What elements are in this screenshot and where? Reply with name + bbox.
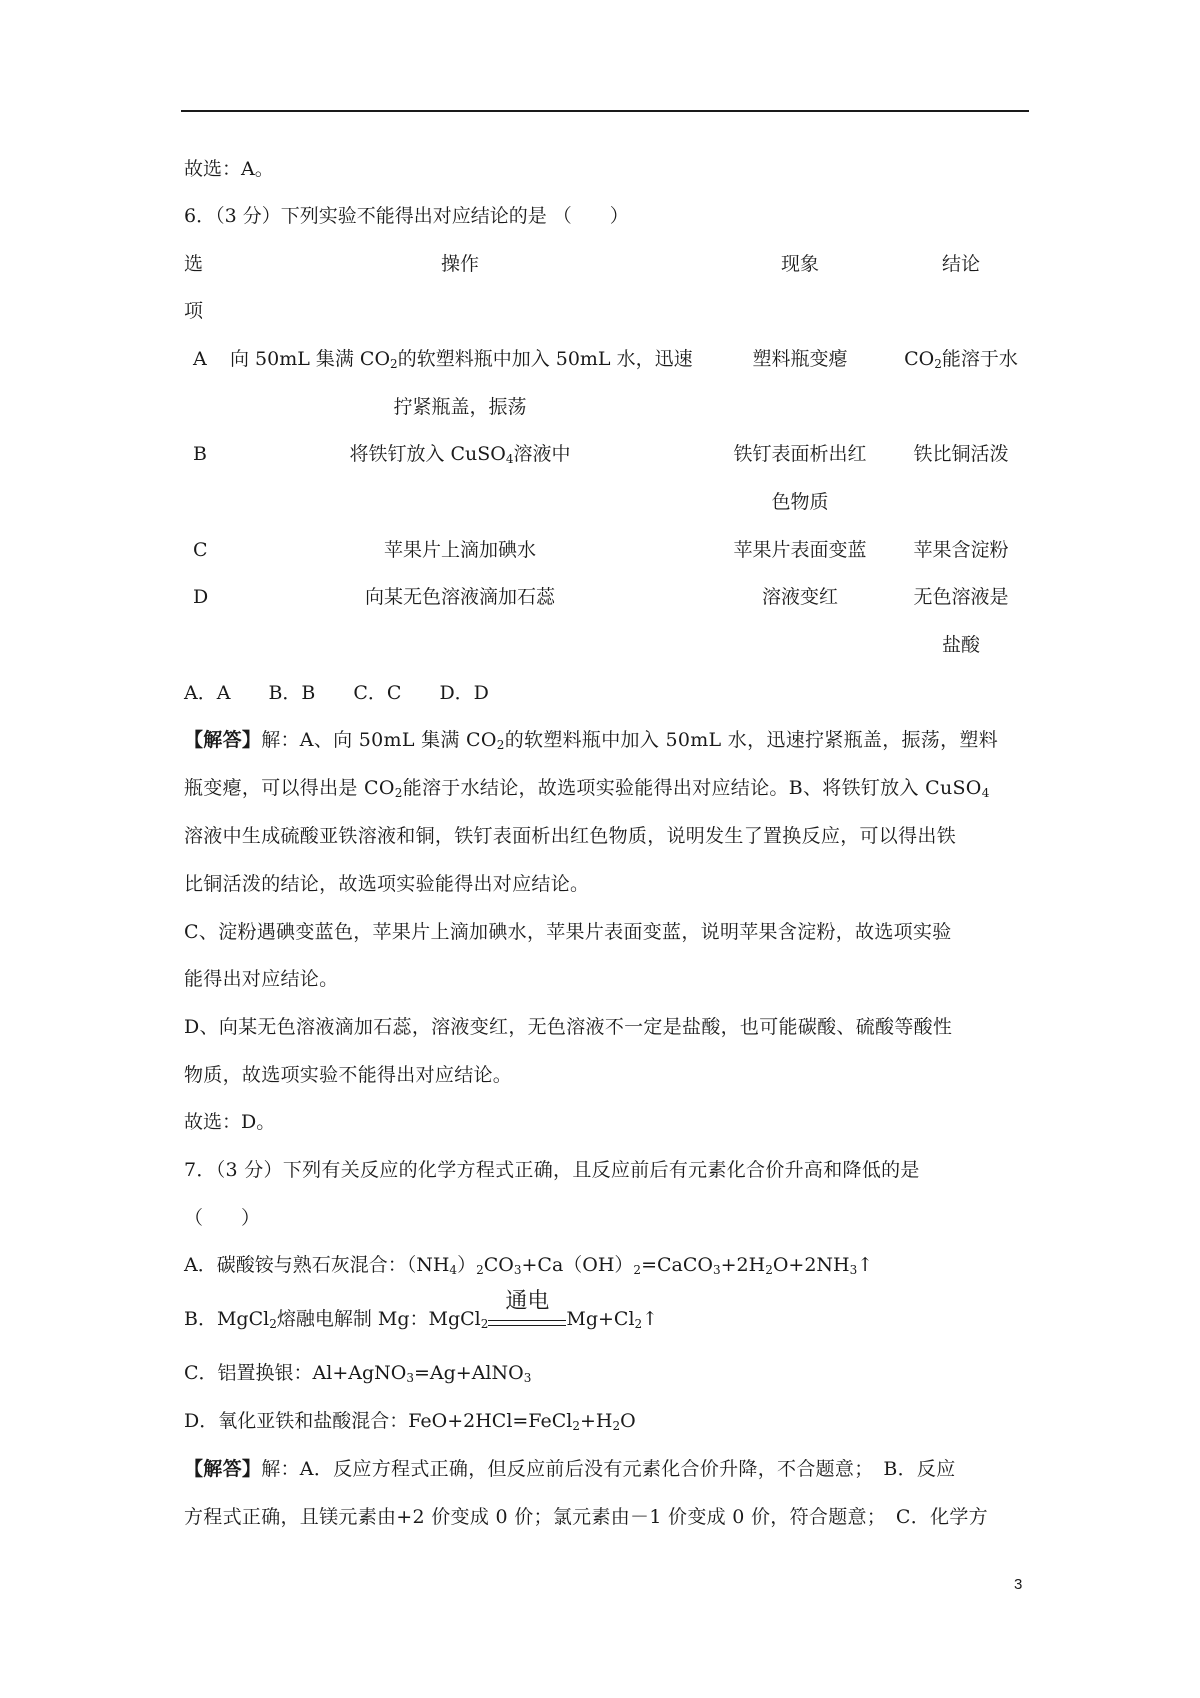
- q7-stem: 7．（3 分）下列有关反应的化学方程式正确，且反应前后有元素化合价升高和降低的是: [184, 1159, 920, 1181]
- row-c-conclusion: 苹果含淀粉: [913, 539, 1009, 561]
- row-a-conclusion: $CO_2$能溶于水: [904, 348, 1018, 371]
- row-d-conclusion-2: 盐酸: [941, 634, 980, 656]
- q6-answer-line-2: 瓶变瘪，可以得出是 $CO_2$能溶于水结论，故选项实验能得出对应结论。B、将铁钉放入 CuSO$_4$: [184, 777, 990, 800]
- q6-answer-line-8: 物质，故选项实验不能得出对应结论。: [184, 1064, 513, 1086]
- row-b-phenomenon-2: 色物质: [771, 491, 829, 513]
- row-d-id: D: [193, 586, 209, 608]
- th-option-2: 项: [184, 300, 204, 322]
- th-option-1: 选: [184, 253, 204, 275]
- q6-answer-line-1: 【解答】解：A、向 50mL 集满 $CO_2$的软塑料瓶中加入 50mL 水，迅速拧紧瓶盖，振荡，塑料: [184, 729, 999, 752]
- row-d-phenomenon: 溶液变红: [761, 586, 838, 608]
- q6-final-answer: 故选：D。: [184, 1111, 276, 1133]
- q6-answer-line-4: 比铜活泼的结论，故选项实验能得出对应结论。: [184, 873, 590, 895]
- row-d-operation: 向某无色溶液滴加石蕊: [364, 586, 555, 608]
- q6-answer-line-7: D、向某无色溶液滴加石蕊，溶液变红，无色溶液不一定是盐酸，也可能碳酸、硫酸等酸性: [184, 1016, 953, 1038]
- q6-answer-line-5: C、淀粉遇碘变蓝色，苹果片上滴加碘水，苹果片表面变蓝，说明苹果含淀粉，故选项实验: [184, 921, 952, 943]
- q7-answer-line-2: 方程式正确，且镁元素由+2 价变成 0 价；氯元素由－1 价变成 0 价，符合题意； C．化学方: [184, 1506, 988, 1528]
- row-a-id: A: [193, 348, 207, 370]
- row-a-operation-2: 拧紧瓶盖，振荡: [393, 396, 527, 418]
- row-c-phenomenon: 苹果片表面变蓝: [733, 539, 867, 561]
- th-conclusion: 结论: [941, 253, 980, 275]
- row-a-phenomenon: 塑料瓶变瘪: [752, 348, 848, 370]
- q7-option-b: B．MgCl$_2$熔融电解制 Mg：MgCl$_2$ 通电 $Mg+Cl_2↑$: [184, 1288, 659, 1331]
- th-operation: 操作: [440, 253, 479, 275]
- q6-answer-line-6: 能得出对应结论。: [184, 968, 339, 990]
- q6-stem: 6．（3 分）下列实验不能得出对应结论的是 （ ）: [184, 205, 629, 227]
- row-b-id: B: [193, 443, 207, 465]
- q7-answer-line-1: 【解答】解：A．反应方程式正确，但反应前后没有元素化合价升降，不合题意； B．反应: [184, 1458, 956, 1480]
- page-number: 3: [1014, 1576, 1023, 1593]
- q7-option-c: C．铝置换银：Al+AgNO$_3$=Ag+AlNO$_3$: [184, 1362, 532, 1385]
- reaction-condition: 通电: [488, 1306, 566, 1332]
- row-c-id: C: [193, 539, 208, 561]
- row-b-phenomenon: 铁钉表面析出红: [733, 443, 867, 465]
- q7-option-d: D．氧化亚铁和盐酸混合：$FeO+2HCl=FeCl_2+H_2O$: [184, 1410, 636, 1433]
- q6-answer-line-3: 溶液中生成硫酸亚铁溶液和铜，铁钉表面析出红色物质，说明发生了置换反应，可以得出铁: [184, 825, 957, 847]
- row-a-operation: 向 50mL 集满 $CO_2$的软塑料瓶中加入 50mL 水，迅速: [230, 348, 693, 371]
- row-c-operation: 苹果片上滴加碘水: [383, 539, 536, 561]
- q7-stem-paren: （ ）: [184, 1207, 261, 1229]
- q7-option-a: A．碳酸铵与熟石灰混合：$(NH_4)_2CO_3+Ca(OH)_2=CaCO_3+2H_2O+2NH_3↑$: [184, 1254, 874, 1277]
- prev-answer: 故选：A。: [184, 158, 274, 180]
- th-phenomenon: 现象: [780, 253, 819, 275]
- row-b-operation: 将铁钉放入 CuSO$_4$溶液中: [349, 443, 571, 466]
- q6-choices: A．A B．B C．C D．D: [184, 682, 489, 704]
- row-b-conclusion: 铁比铜活泼: [913, 443, 1009, 465]
- row-d-conclusion: 无色溶液是: [913, 586, 1009, 608]
- header-rule: [181, 110, 1029, 112]
